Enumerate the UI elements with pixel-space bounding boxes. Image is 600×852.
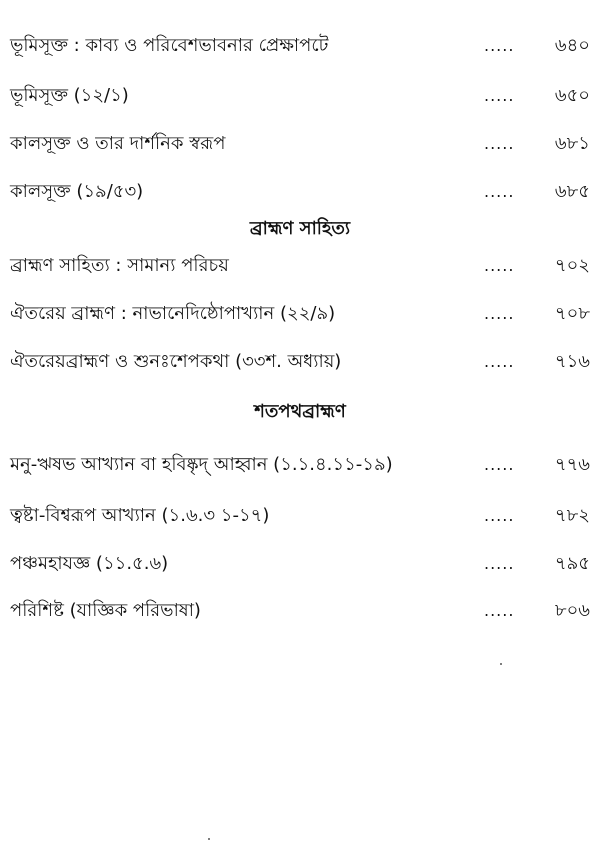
- entry-title: ত্বষ্টা-বিশ্বরূপ আখ্যান (১.৬.৩ ১-১৭): [10, 505, 270, 526]
- toc-entry: [0, 348, 600, 380]
- page-number: ৬৮১: [554, 133, 590, 154]
- page-number: ৬৮৫: [554, 181, 590, 202]
- leader-dots: .....: [484, 601, 515, 620]
- page-number: ৭০২: [554, 255, 590, 276]
- toc-entry: [0, 252, 600, 284]
- toc-entry: [0, 550, 600, 582]
- toc-entry: [0, 502, 600, 534]
- toc-entry: [0, 178, 600, 210]
- entry-title: ঐতরেয় ব্রাহ্মণ : নাভানেদিষ্ঠোপাখ্যান (২২/৯): [10, 303, 336, 324]
- leader-dots: .....: [484, 455, 515, 474]
- page-number: ৭০৮: [554, 303, 590, 324]
- toc-entry: [0, 300, 600, 332]
- leader-dots: .....: [484, 506, 515, 525]
- entry-title: ঐতরেয়ব্রাহ্মণ ও শুনঃশেপকথা (৩৩শ. অধ্যায়): [10, 351, 342, 372]
- scan-speck: [208, 838, 210, 840]
- entry-title: কালসূক্ত (১৯/৫৩): [10, 181, 144, 202]
- entry-title: পঞ্চমহাযজ্ঞ (১১.৫.৬): [10, 553, 169, 574]
- page-number: ৬৪০: [554, 35, 590, 56]
- toc-entry: [0, 32, 600, 64]
- entry-title: পরিশিষ্ট (যাজ্ঞিক পরিভাষা): [10, 600, 201, 621]
- page-number: ৭৯৫: [554, 553, 590, 574]
- leader-dots: .....: [484, 304, 515, 323]
- leader-dots: .....: [484, 256, 515, 275]
- section-heading: ব্রাহ্মণ সাহিত্য: [249, 218, 351, 239]
- page-number: ৭১৬: [554, 351, 590, 372]
- page-number: ৭৭৬: [554, 454, 590, 475]
- entry-title: ব্রাহ্মণ সাহিত্য : সামান্য পরিচয়: [10, 255, 229, 276]
- leader-dots: .....: [484, 554, 515, 573]
- entry-title: ভূমিসূক্ত : কাব্য ও পরিবেশভাবনার প্রেক্ষাপটে: [10, 35, 329, 56]
- toc-entry: [0, 130, 600, 162]
- leader-dots: .....: [484, 86, 515, 105]
- toc-entry: [0, 82, 600, 114]
- leader-dots: .....: [484, 134, 515, 153]
- leader-dots: .....: [484, 182, 515, 201]
- toc-entry: [0, 597, 600, 629]
- section-heading: শতপথব্রাহ্মণ: [254, 401, 346, 422]
- page-number: ৮০৬: [554, 600, 590, 621]
- entry-title: ভূমিসূক্ত (১২/১): [10, 85, 129, 106]
- toc-entry: [0, 451, 600, 483]
- page-number: ৭৮২: [554, 505, 590, 526]
- entry-title: মনু-ঋষভ আখ্যান বা হবিষ্কৃদ্ আহ্বান (১.১.৪.১১-১৯): [10, 454, 393, 475]
- entry-title: কালসূক্ত ও তার দার্শনিক স্বরূপ: [10, 133, 226, 154]
- leader-dots: .....: [484, 352, 515, 371]
- scan-speck: [500, 663, 502, 665]
- leader-dots: .....: [484, 36, 515, 55]
- page-number: ৬৫০: [554, 85, 590, 106]
